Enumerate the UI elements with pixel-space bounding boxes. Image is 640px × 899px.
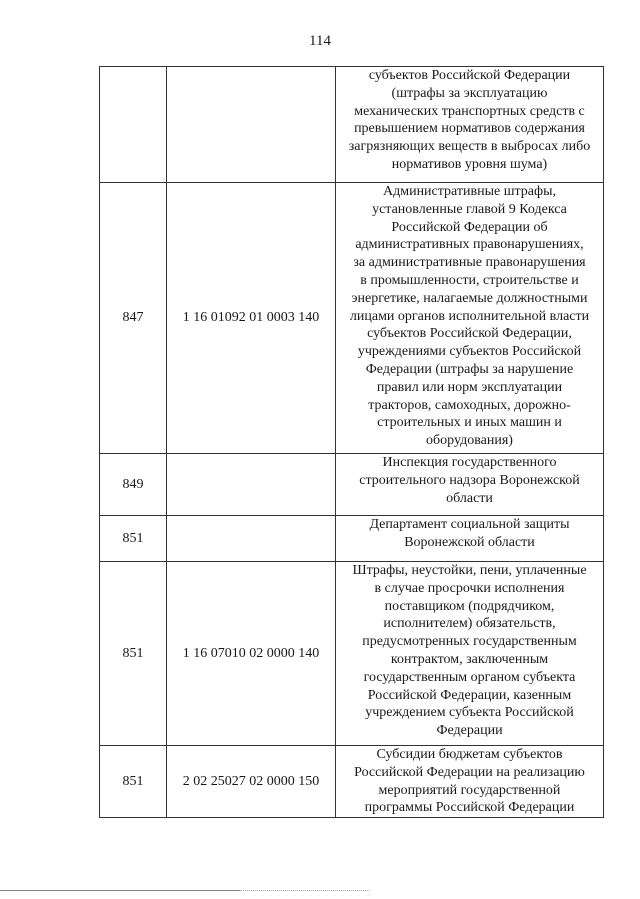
income-name-cell <box>336 183 604 454</box>
income-name-line: тракторов, самоходных, дорожно- <box>368 397 571 413</box>
income-name-line: области <box>446 490 493 506</box>
admin-code-cell: 851 <box>100 746 167 818</box>
admin-code-cell <box>100 67 167 183</box>
income-name-line: учреждением субъекта Российской <box>365 705 574 721</box>
income-name-line: административных правонарушениях, <box>355 237 584 253</box>
income-name-line: поставщиком (подрядчиком, <box>384 598 555 614</box>
income-name-line: Инспекция государственного <box>382 455 557 470</box>
income-name-line: предусмотренных государственным <box>362 634 577 650</box>
income-name-line: установленные главой 9 Кодекса <box>372 201 567 217</box>
income-name-line: Федерации <box>436 723 503 739</box>
income-name-cell <box>336 67 604 183</box>
income-name-line: превышением нормативов содержания <box>354 121 585 137</box>
admin-code-cell: 851 <box>100 562 167 746</box>
income-name-line: нормативов уровня шума) <box>391 156 548 172</box>
income-name-line: оборудования) <box>426 433 513 449</box>
admin-code-cell: 851 <box>100 516 167 562</box>
income-name-line: строительного надзора Воронежской <box>359 472 580 488</box>
income-name-line: за административные правонарушения <box>353 255 586 271</box>
income-name-cell <box>336 562 604 746</box>
table-row <box>100 746 604 818</box>
income-name-line: Федерации (штрафы за нарушение <box>365 361 574 377</box>
income-name-line: в случае просрочки исполнения <box>374 580 565 596</box>
income-name-line: субъектов Российской Федерации, <box>367 326 572 342</box>
income-name-line: государственным органом субъекта <box>363 669 576 685</box>
admin-code-cell: 849 <box>100 454 167 516</box>
income-name-line: Штрафы, неустойки, пени, уплаченные <box>352 563 587 578</box>
income-code-cell <box>167 67 336 183</box>
income-code-cell: 2 02 25027 02 0000 150 <box>167 746 336 818</box>
table-row <box>100 562 604 746</box>
income-name-line: строительных и иных машин и <box>377 415 562 431</box>
income-name-line: Российской Федерации на реализацию <box>354 764 585 780</box>
footer-divider <box>0 890 240 891</box>
income-name-line: контрактом, заключенным <box>390 651 549 667</box>
income-name-line: Воронежской области <box>404 534 535 550</box>
income-name-cell <box>336 516 604 562</box>
table-row <box>100 67 604 183</box>
income-name-cell <box>336 746 604 818</box>
income-name-cell <box>336 454 604 516</box>
income-name-line: Субсидии бюджетам субъектов <box>376 747 563 762</box>
income-name-line: Административные штрафы, <box>382 184 557 199</box>
footer-divider-dotted <box>240 890 370 891</box>
income-name-line: программы Российской Федерации <box>364 800 575 816</box>
income-code-cell <box>167 516 336 562</box>
admin-code-cell: 847 <box>100 183 167 454</box>
income-code-cell: 1 16 01092 01 0003 140 <box>167 183 336 454</box>
income-name-line: Департамент социальной защиты <box>369 517 570 532</box>
income-name-line: загрязняющих веществ в выбросах либо <box>348 139 591 155</box>
income-name-line: учреждениями субъектов Российской <box>357 344 582 360</box>
page-number: 114 <box>309 33 331 49</box>
income-name-line: механических транспортных средств с <box>354 103 585 119</box>
income-name-line: (штрафы за эксплуатацию <box>391 85 548 101</box>
table-row <box>100 183 604 454</box>
income-name-line: правил или норм эксплуатации <box>376 379 563 395</box>
income-name-line: Российской Федерации об <box>391 219 548 235</box>
income-name-line: субъектов Российской Федерации <box>368 68 571 83</box>
income-name-line: лицами органов исполнительной власти <box>349 308 590 324</box>
income-name-line: исполнителем) обязательств, <box>383 616 556 632</box>
income-name-line: Российской Федерации, казенным <box>367 687 572 703</box>
income-code-cell <box>167 454 336 516</box>
income-name-line: мероприятий государственной <box>378 782 561 798</box>
table-row <box>100 454 604 516</box>
income-name-line: в промышленности, строительстве и <box>360 272 579 288</box>
income-code-cell: 1 16 07010 02 0000 140 <box>167 562 336 746</box>
budget-classification-table <box>99 66 604 818</box>
income-name-line: энергетике, налагаемые должностными <box>351 290 588 306</box>
table-row <box>100 516 604 562</box>
